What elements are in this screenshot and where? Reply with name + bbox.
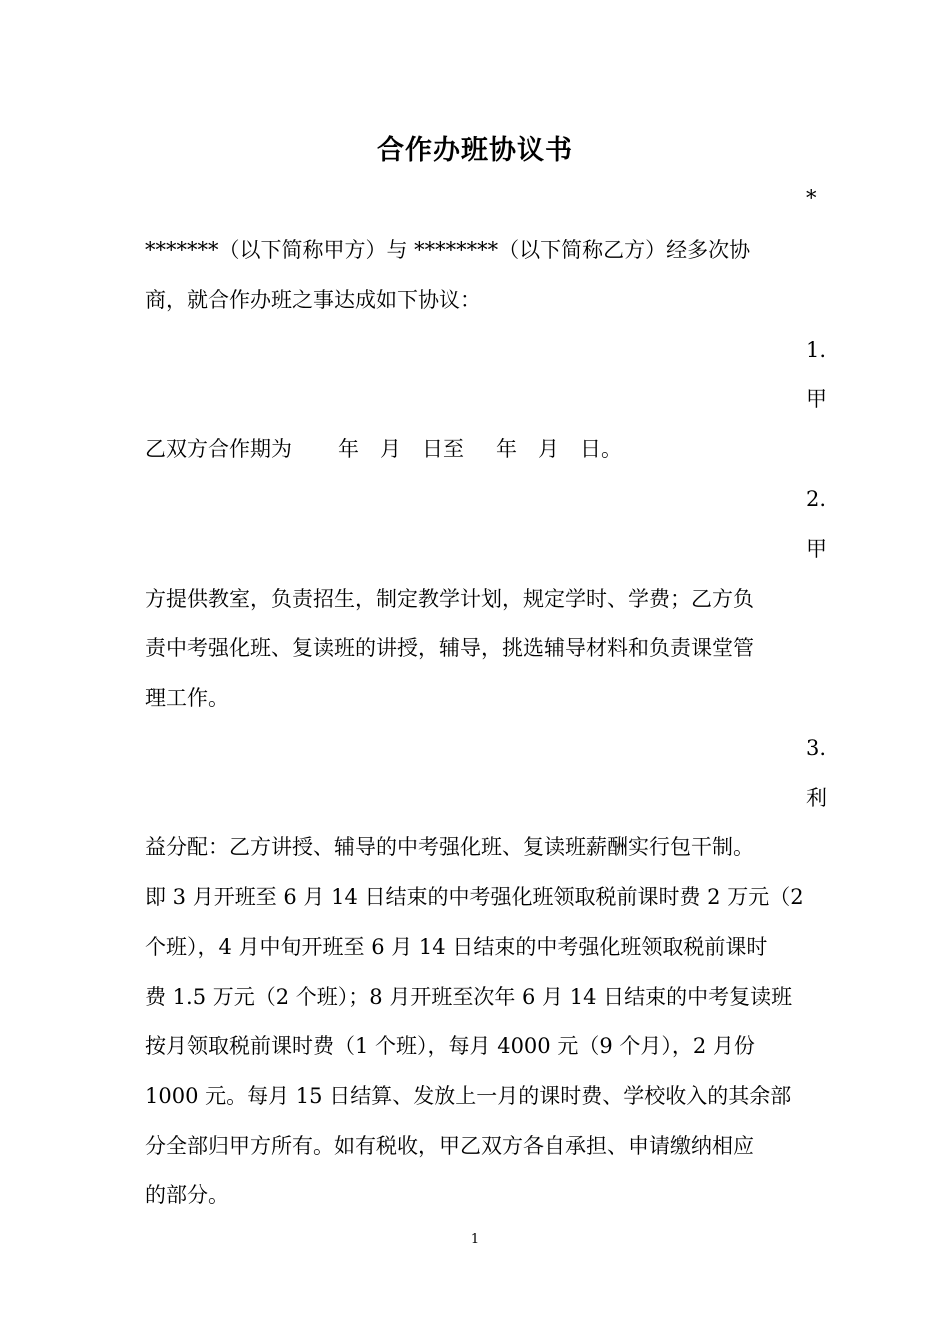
star-marker: * bbox=[806, 186, 817, 210]
item2-line-1: 方提供教室，负责招生，制定教学计划，规定学时、学费；乙方负 bbox=[145, 587, 754, 611]
item1-text: 乙双方合作期为 bbox=[145, 437, 292, 461]
item3-line-4: 费 1.5 万元（2 个班）；8 月开班至次年 6 月 14 日结束的中考复读班 bbox=[145, 985, 793, 1009]
item3-line-8: 的部分。 bbox=[145, 1183, 229, 1207]
item3-line-3: 个班），4 月中旬开班至 6 月 14 日结束的中考强化班领取税前课时 bbox=[145, 935, 768, 959]
date-month-label-2: 月 bbox=[538, 437, 559, 461]
item1-term-line bbox=[145, 424, 622, 474]
item3-head: 利 bbox=[806, 786, 827, 810]
item1-head: 甲 bbox=[806, 387, 827, 411]
item3-line-2: 即 3 月开班至 6 月 14 日结束的中考强化班领取税前课时费 2 万元（2 bbox=[145, 885, 804, 909]
page-number: 1 bbox=[470, 1232, 480, 1247]
intro-line-2: 商，就合作办班之事达成如下协议： bbox=[145, 288, 481, 312]
document-title: 合作办班协议书 bbox=[377, 135, 573, 166]
intro-line-1: *******（以下简称甲方）与 ********（以下简称乙方）经多次协 bbox=[145, 238, 751, 262]
date-day-to-label: 日至 bbox=[422, 437, 464, 461]
item3-line-1: 益分配：乙方讲授、辅导的中考强化班、复读班薪酬实行包干制。 bbox=[145, 835, 754, 859]
item3-line-6: 1000 元。每月 15 日结算、发放上一月的课时费、学校收入的其余部 bbox=[145, 1084, 792, 1108]
item3-line-5: 按月领取税前课时费（1 个班），每月 4000 元（9 个月），2 月份 bbox=[145, 1034, 755, 1058]
item2-line-2: 责中考强化班、复读班的讲授，辅导，挑选辅导材料和负责课堂管 bbox=[145, 636, 754, 660]
date-year-label: 年 bbox=[338, 437, 359, 461]
item3-number: 3. bbox=[806, 736, 827, 760]
item3-line-7: 分全部归甲方所有。如有税收，甲乙双方各自承担、申请缴纳相应 bbox=[145, 1134, 754, 1158]
date-year-label-2: 年 bbox=[496, 437, 517, 461]
item2-line-3: 理工作。 bbox=[145, 686, 229, 710]
date-day-end-label: 日。 bbox=[580, 437, 622, 461]
date-month-label: 月 bbox=[380, 437, 401, 461]
item2-head: 甲 bbox=[806, 537, 827, 561]
item2-number: 2. bbox=[806, 487, 827, 511]
item1-number: 1. bbox=[806, 338, 827, 362]
